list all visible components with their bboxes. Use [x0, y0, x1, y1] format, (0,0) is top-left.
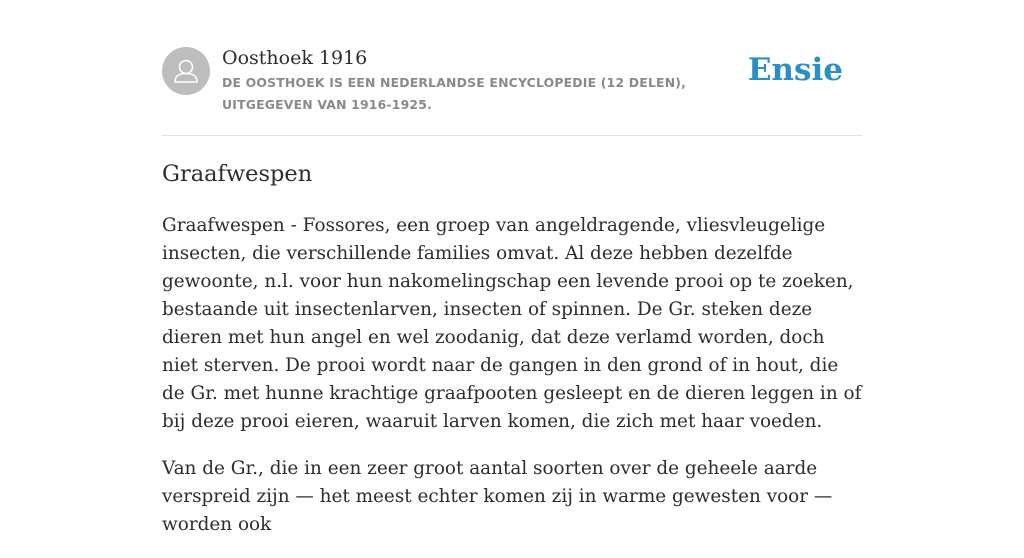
source-description: DE OOSTHOEK IS EEN NEDERLANDSE ENCYCLOPEDIE (12 DELEN), UITGEGEVEN VAN 1916-1925. [222, 75, 687, 112]
ensie-logo[interactable]: Ensie [747, 52, 843, 88]
avatar[interactable] [162, 47, 210, 95]
source-name[interactable]: Oosthoek 1916 [222, 47, 368, 69]
article [162, 158, 862, 558]
article-paragraph: Van de Gr., die in een zeer groot aantal soorten over de geheele aarde verspreid zijn — het meest echter komen zij in warme gewesten voor — worden ook [162, 458, 833, 535]
article-title: Graafwespen [162, 161, 313, 187]
source-header [162, 46, 862, 116]
header-divider [162, 135, 862, 136]
article-paragraph: Graafwespen - Fossores, een groep van angeldragende, vliesvleugelige insecten, die verschillende families omvat. Al deze hebben dezelfde gewoonte, n.l. voor hun nakomelingschap een levende prooi op te zoeken, bestaande uit insectenlarven, insecten of spinnen. De Gr. steken deze dieren met hun angel en wel zoodanig, dat deze verlamd worden, doch niet sterven. De prooi wordt naar de gangen in den grond of in hout, die de Gr. met hunne krachtige graafpooten gesleept en de dieren leggen in of bij deze prooi eieren, waaruit larven komen, die zich met haar voeden. [162, 215, 862, 432]
article-body [162, 212, 862, 539]
user-icon [162, 47, 210, 95]
